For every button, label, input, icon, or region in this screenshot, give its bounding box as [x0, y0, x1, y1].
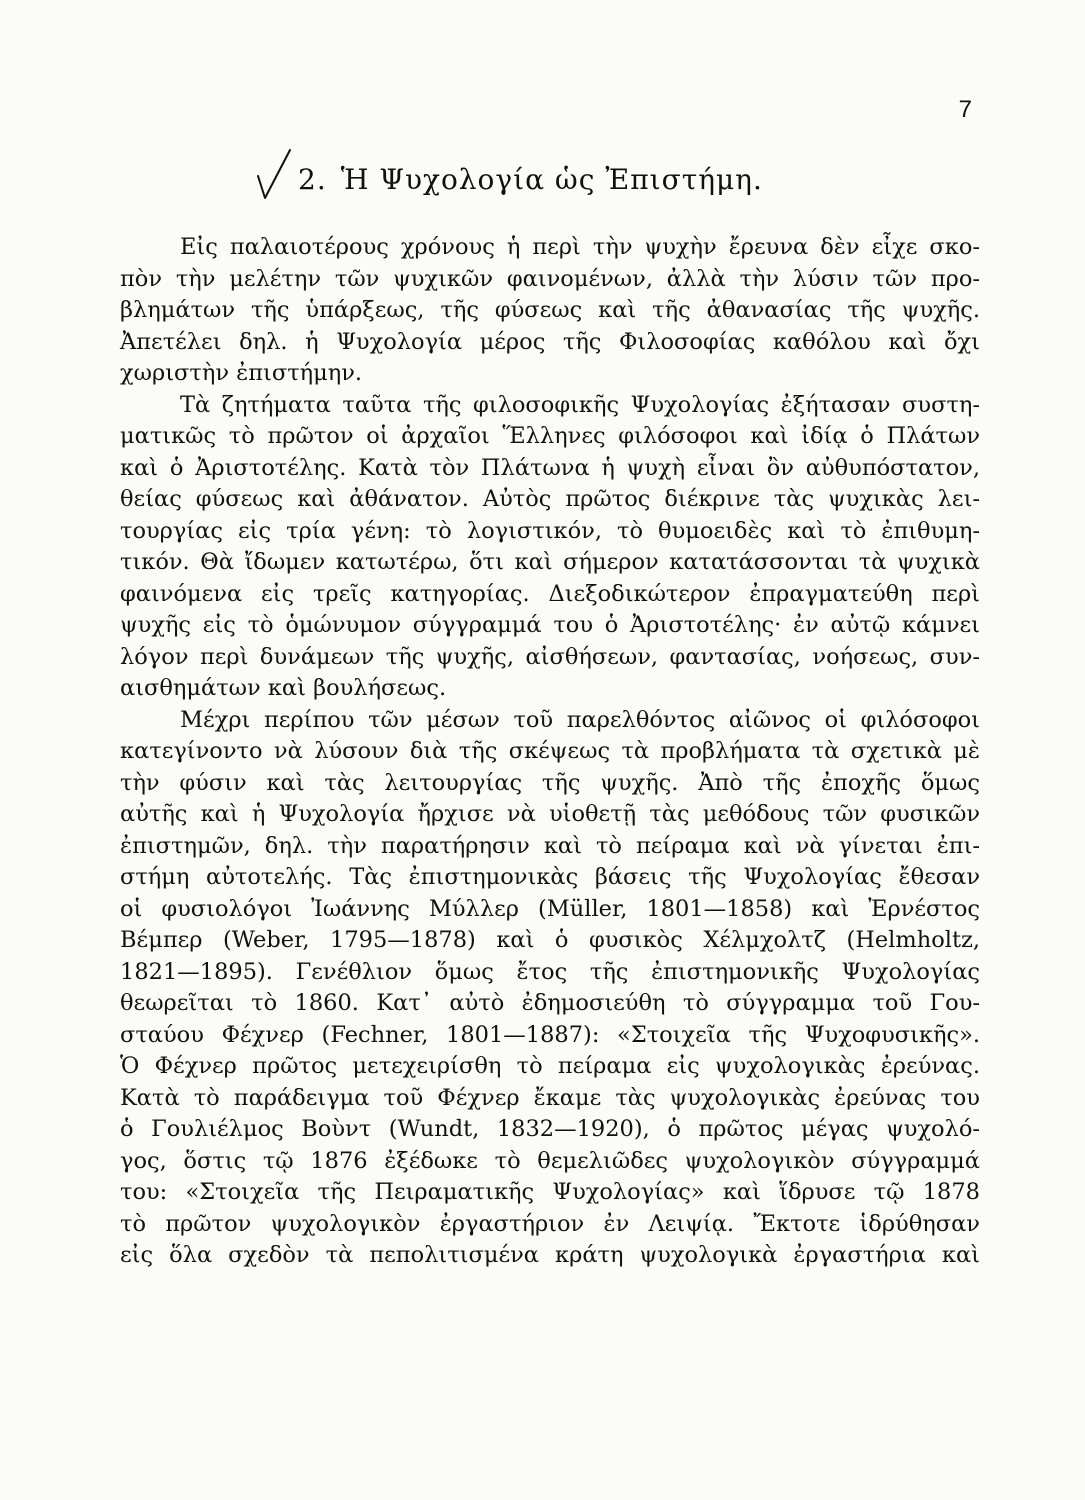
body-text [120, 232, 980, 1272]
text-line: ὁ Γουλιέλμος Βοὺντ (Wundt, 1832—1920), ὁ πρῶτος μέγας ψυχολό- [120, 1116, 980, 1142]
text-line: Μέχρι περίπου τῶν μέσων τοῦ παρελθόντος αἰῶνος οἱ φιλόσοφοι [180, 706, 980, 733]
page-number: 7 [958, 96, 972, 123]
text-line: κατεγίνοντο νὰ λύσουν διὰ τῆς σκέψεως τὰ προβλήματα τὰ σχετικὰ μὲ [120, 738, 980, 764]
text-line: Εἰς παλαιοτέρους χρόνους ἡ περὶ τὴν ψυχὴν ἔρευνα δὲν εἶχε σκο- [180, 234, 980, 260]
section-heading [298, 163, 763, 196]
text-line: θείας φύσεως καὶ ἀθάνατον. Αὐτὸς πρῶτος διέκρινε τὰς ψυχικὰς λει- [120, 486, 980, 512]
text-line: ματικῶς τὸ πρῶτον οἱ ἀρχαῖοι Ἕλληνες φιλόσοφοι καὶ ἰδίᾳ ὁ Πλάτων [120, 423, 980, 449]
text-line: εἰς ὅλα σχεδὸν τὰ πεπολιτισμένα κράτη ψυχολογικὰ ἐργαστήρια καὶ [120, 1242, 980, 1268]
text-line: τὸ πρῶτον ψυχολογικὸν ἐργαστήριον ἐν Λειψίᾳ. Ἔκτοτε ἱδρύθησαν [120, 1210, 980, 1237]
text-line: Τὰ ζητήματα ταῦτα τῆς φιλοσοφικῆς Ψυχολογίας ἐξήτασαν συστη- [180, 391, 980, 418]
text-line: τουργίας εἰς τρία γένη: τὸ λογιστικόν, τὸ θυμοειδὲς καὶ τὸ ἐπιθυμη- [120, 517, 980, 544]
text-line: χωριστὴν ἐπιστήμην. [120, 360, 363, 386]
text-line: ψυχῆς εἰς τὸ ὁμώνυμον σύγγραμμά του ὁ Ἀριστοτέλης· ἐν αὐτῷ κάμνει [120, 612, 980, 638]
text-line: πὸν τὴν μελέτην τῶν ψυχικῶν φαινομένων, ἀλλὰ τὴν λύσιν τῶν προ- [120, 265, 980, 292]
text-line: Ἀπετέλει δηλ. ἡ Ψυχολογία μέρος τῆς Φιλοσοφίας καθόλου καὶ ὄχι [120, 328, 980, 355]
text-line: τικόν. Θὰ ἴδωμεν κατωτέρω, ὅτι καὶ σήμερον κατατάσσονται τὰ ψυχικὰ [120, 549, 980, 575]
check-mark-icon [255, 146, 295, 202]
text-line: 1821—1895). Γενέθλιον ὅμως ἔτος τῆς ἐπιστημονικῆς Ψυχολογίας [120, 958, 980, 985]
text-line: καὶ ὁ Ἀριστοτέλης. Κατὰ τὸν Πλάτωνα ἡ ψυχὴ εἶναι ὂν αὐθυπόστατον, [120, 454, 980, 481]
text-line: θεωρεῖται τὸ 1860. Κατ᾽ αὐτὸ ἐδημοσιεύθη τὸ σύγγραμμα τοῦ Γου- [120, 990, 980, 1016]
text-line: φαινόμενα εἰς τρεῖς κατηγορίας. Διεξοδικώτερον ἐπραγματεύθη περὶ [120, 580, 980, 607]
text-line: σταύου Φέχνερ (Fechner, 1801—1887): «Στοιχεῖα τῆς Ψυχοφυσικῆς». [120, 1021, 980, 1048]
text-line: Βέμπερ (Weber, 1795—1878) καὶ ὁ φυσικὸς Χέλμχολτζ (Helmholtz, [120, 927, 980, 953]
text-line: γος, ὅστις τῷ 1876 ἐξέδωκε τὸ θεμελιῶδες ψυχολογικὸν σύγγραμμά [120, 1147, 980, 1174]
text-line: λόγον περὶ δυνάμεων τῆς ψυχῆς, αἰσθήσεων, φαντασίας, νοήσεως, συν- [120, 643, 980, 670]
text-line: αὐτῆς καὶ ἡ Ψυχολογία ἤρχισε νὰ υἱοθετῇ τὰς μεθόδους τῶν φυσικῶν [120, 801, 980, 827]
text-line: βλημάτων τῆς ὑπάρξεως, τῆς φύσεως καὶ τῆς ἀθανασίας τῆς ψυχῆς. [120, 297, 980, 323]
text-line: αισθημάτων καὶ βουλήσεως. [120, 675, 447, 701]
text-line: τὴν φύσιν καὶ τὰς λειτουργίας τῆς ψυχῆς. Ἀπὸ τῆς ἐποχῆς ὅμως [120, 769, 980, 796]
section-number: 2. [298, 163, 327, 196]
text-line: Κατὰ τὸ παράδειγμα τοῦ Φέχνερ ἔκαμε τὰς ψυχολογικὰς ἐρεύνας του [120, 1084, 980, 1111]
text-line: ἐπιστημῶν, δηλ. τὴν παρατήρησιν καὶ τὸ πείραμα καὶ νὰ γίνεται ἐπι- [120, 832, 980, 859]
text-line: του: «Στοιχεῖα τῆς Πειραματικῆς Ψυχολογίας» καὶ ἵδρυσε τῷ 1878 [120, 1179, 980, 1205]
text-line: Ὁ Φέχνερ πρῶτος μετεχειρίσθη τὸ πείραμα εἰς ψυχολογικὰς ἐρεύνας. [120, 1053, 980, 1079]
section-title: Ἡ Ψυχολογία ὡς Ἐπιστήμη. [340, 163, 763, 196]
text-line: οἱ φυσιολόγοι Ἰωάννης Μύλλερ (Müller, 1801—1858) καὶ Ἐρνέστος [120, 895, 980, 922]
text-line: στήμη αὐτοτελής. Τὰς ἐπιστημονικὰς βάσεις τῆς Ψυχολογίας ἔθεσαν [120, 864, 980, 890]
